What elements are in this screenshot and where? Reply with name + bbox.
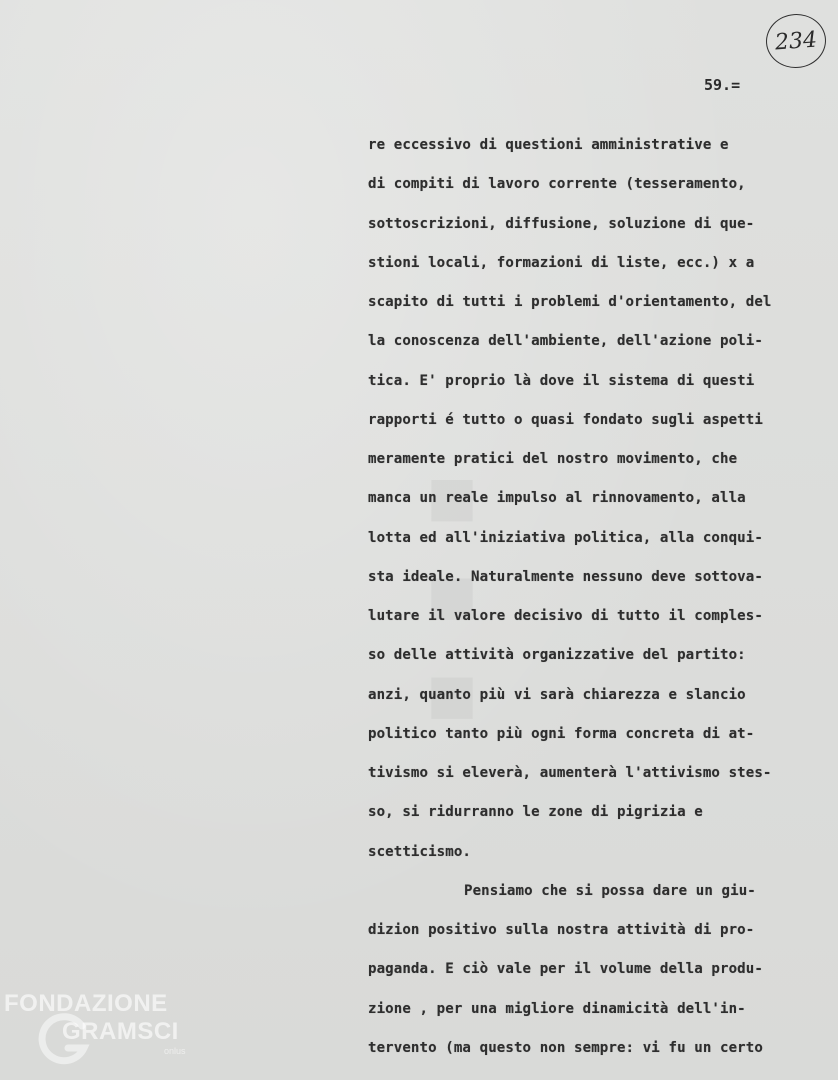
typed-text-body xyxy=(368,135,828,1077)
text-line: di compiti di lavoro corrente (tesseramento, xyxy=(368,176,746,193)
sheet-number-text: 234 xyxy=(774,27,818,55)
sheet-number-circled xyxy=(764,12,828,70)
text-line: tivismo si eleverà, aumenterà l'attivismo stes- xyxy=(368,765,772,781)
text-line: meramente pratici del nostro movimento, che xyxy=(368,451,738,467)
text-line: sta ideale. Naturalmente nessuno deve sottova- xyxy=(368,568,763,585)
text-line: tervento (ma questo non sempre: vi fu un certo xyxy=(368,1039,763,1056)
text-line: politico tanto più ogni forma concreta di at- xyxy=(368,725,755,742)
text-line: rapporti é tutto o quasi fondato sugli aspetti xyxy=(368,411,763,428)
gramsci-logo-icon xyxy=(38,1012,94,1068)
text-line: anzi, quanto più vi sarà chiarezza e slancio xyxy=(368,686,746,703)
text-line: scapito di tutti i problemi d'orientamento, del xyxy=(368,294,772,310)
text-line: so delle attività organizzative del partito: xyxy=(368,647,746,664)
text-line: zione , per una migliore dinamicità dell'in- xyxy=(368,1000,746,1017)
text-line: so, si ridurranno le zone di pigrizia e xyxy=(368,804,703,821)
watermark-line-onlus: onlus xyxy=(164,1046,186,1056)
fondazione-gramsci-watermark xyxy=(4,990,234,1070)
text-line: lutare il valore decisivo di tutto il comples- xyxy=(368,608,763,624)
text-line: scetticismo. xyxy=(368,843,472,860)
text-line: stioni locali, formazioni di liste, ecc.) x a xyxy=(368,254,755,271)
text-line: manca un reale impulso al rinnovamento, alla xyxy=(368,490,746,507)
text-line: tica. E' proprio là dove il sistema di questi xyxy=(368,372,755,389)
archive-stamp-watermark: ■ ■ ■ xyxy=(420,465,484,735)
text-line: la conoscenza dell'ambiente, dell'azione poli- xyxy=(368,333,763,350)
watermark-line-fondazione: FONDAZIONE xyxy=(4,990,168,1017)
text-line-indented: Pensiamo che si possa dare un giu- xyxy=(464,882,756,899)
watermark-line-gramsci: GRAMSCI xyxy=(62,1018,179,1045)
text-line: dizion positivo sulla nostra attività di pro- xyxy=(368,922,755,938)
text-line: lotta ed all'iniziativa politica, alla conqui- xyxy=(368,529,763,546)
page-number: 59.= xyxy=(704,76,741,94)
text-line: re eccessivo di questioni amministrative e xyxy=(368,137,729,153)
text-line: paganda. E ciò vale per il volume della produ- xyxy=(368,961,763,978)
text-line: sottoscrizioni, diffusione, soluzione di que- xyxy=(368,215,755,232)
